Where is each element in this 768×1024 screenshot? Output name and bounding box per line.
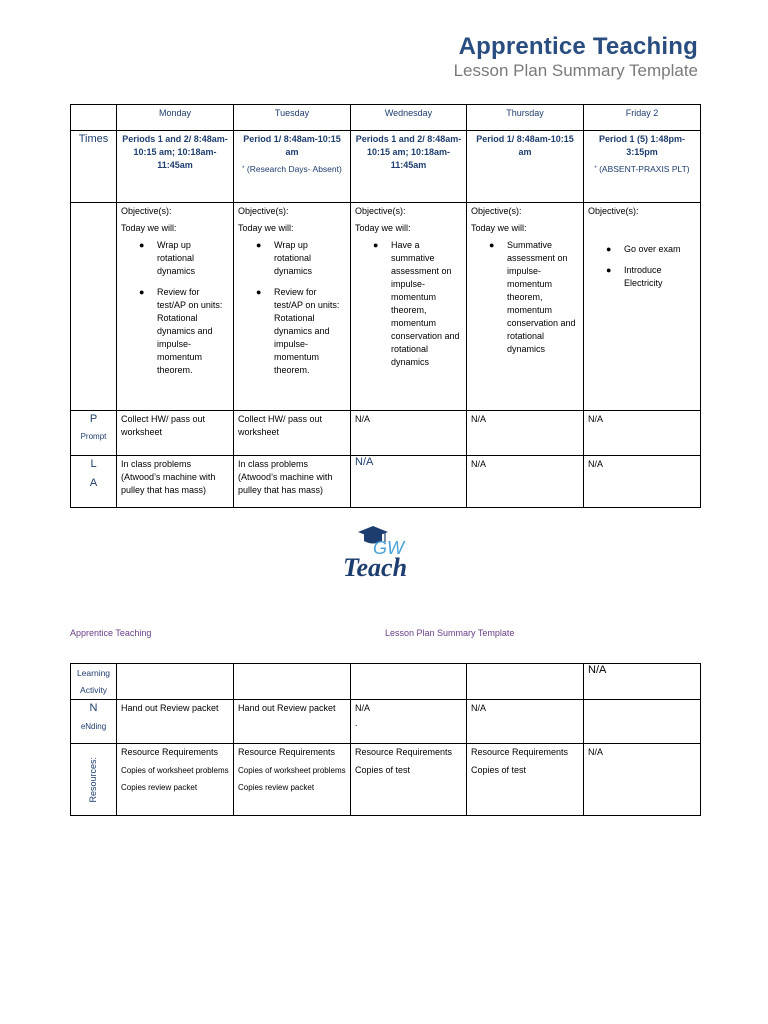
ending-row: [71, 700, 701, 744]
bullet-icon: ●: [606, 265, 612, 275]
bullet-icon: ●: [256, 240, 262, 250]
resources-tuesday: Resource Requirements Copies of worksheet problems Copies review packet: [234, 744, 351, 816]
list-item: ● Summative assessment on impulse-momentum theorem, momentum conservation and rotational dynamics: [489, 240, 576, 354]
ending-row-label: N eNding: [71, 700, 117, 744]
prompt-thursday: N/A: [467, 411, 584, 456]
la-friday: N/A: [584, 456, 701, 508]
list-item: ● Introduce Electricity: [606, 265, 663, 288]
objective-label: Objective(s):: [121, 206, 172, 216]
times-friday-text: Period 1 (5) 1:48pm- 3:15pm: [598, 134, 686, 157]
day-header-thursday: Thursday: [467, 105, 584, 131]
day-header-row: [71, 105, 701, 131]
prompt-monday: Collect HW/ pass out worksheet: [117, 411, 234, 456]
times-thursday: Period 1/ 8:48am-10:15 am: [467, 131, 584, 203]
bullet-icon: ●: [139, 287, 145, 297]
prompt-wednesday: N/A: [351, 411, 467, 456]
objective-intro: Today we will:: [238, 223, 294, 233]
times-label: Times: [71, 131, 117, 203]
resources-row: [71, 744, 701, 816]
objectives-tuesday: [234, 203, 351, 411]
list-item: ● Wrap up rotational dynamics: [139, 240, 196, 276]
ending-monday: Hand out Review packet: [117, 700, 234, 744]
la-thursday: N/A: [467, 456, 584, 508]
times-monday: Periods 1 and 2/ 8:48am-10:15 am; 10:18am-11:45am: [117, 131, 234, 203]
la2-tuesday: [234, 664, 351, 700]
bullet-icon: ●: [139, 240, 145, 250]
resources-row-label: Resources:: [71, 744, 117, 816]
times-tuesday-note: [238, 163, 346, 176]
asterisk-mark: *: [242, 166, 245, 172]
objectives-thursday: [467, 203, 584, 411]
bullet-icon: ●: [606, 244, 612, 254]
times-friday: [584, 131, 701, 203]
ending-thursday: N/A: [467, 700, 584, 744]
times-friday-note-text: (ABSENT-PRAXIS PLT): [599, 164, 690, 174]
resources-thursday: Resource Requirements Copies of test: [467, 744, 584, 816]
corner-cell: [71, 105, 117, 131]
objective-list: [121, 239, 229, 377]
times-tuesday-note-text: (Research Days- Absent): [246, 164, 342, 174]
objective-list: [588, 243, 696, 290]
objectives-row: [71, 203, 701, 411]
objective-label: Objective(s):: [588, 206, 639, 216]
la-tuesday: In class problems (Atwood’s machine with pulley that has mass): [234, 456, 351, 508]
objective-intro: Today we will:: [355, 223, 411, 233]
prompt-row: [71, 411, 701, 456]
bullet-icon: ●: [256, 287, 262, 297]
bullet-icon: ●: [373, 240, 379, 250]
footer-center: Lesson Plan Summary Template: [385, 628, 515, 638]
objectives-friday: [584, 203, 701, 411]
times-tuesday-text: Period 1/ 8:48am-10:15 am: [243, 134, 341, 157]
gw-teach-logo: [340, 522, 440, 582]
objectives-row-label: [71, 203, 117, 411]
ending-friday: [584, 700, 701, 744]
ending-wednesday: N/A .: [351, 700, 467, 744]
objective-label: Objective(s):: [471, 206, 522, 216]
document-title: Apprentice Teaching: [458, 33, 698, 60]
day-header-monday: Monday: [117, 105, 234, 131]
list-item: ● Review for test/AP on units: Rotational dynamics and impulse-momentum theorem.: [256, 287, 340, 375]
prompt-friday: N/A: [584, 411, 701, 456]
list-item: ● Have a summative assessment on impulse-momentum theorem, momentum conservation and rotational dynamics: [373, 240, 460, 367]
day-header-friday: Friday 2: [584, 105, 701, 131]
ending-tuesday: Hand out Review packet: [234, 700, 351, 744]
objective-list: [238, 239, 346, 377]
times-tuesday: [234, 131, 351, 203]
document-subtitle: Lesson Plan Summary Template: [453, 61, 698, 80]
times-wednesday: Periods 1 and 2/ 8:48am-10:15 am; 10:18am-11:45am: [351, 131, 467, 203]
resources-wednesday: Resource Requirements Copies of test: [351, 744, 467, 816]
la2-friday: N/A: [584, 664, 701, 700]
times-row: [71, 131, 701, 203]
asterisk-mark: *: [594, 166, 597, 172]
day-header-wednesday: Wednesday: [351, 105, 467, 131]
times-friday-note: [588, 163, 696, 176]
objective-intro: Today we will:: [471, 223, 527, 233]
list-item: ● Go over exam: [606, 244, 681, 254]
objective-intro: Today we will:: [121, 223, 177, 233]
learning-activity-cont-row: [71, 664, 701, 700]
learning-activity-row: [71, 456, 701, 508]
resources-friday: N/A: [584, 744, 701, 816]
logo-gw-text: GW: [373, 538, 404, 558]
lesson-plan-table-top: [70, 104, 701, 508]
la2-thursday: [467, 664, 584, 700]
bullet-icon: ●: [489, 240, 495, 250]
objective-list: [471, 239, 579, 356]
learning-activity-label: Learning Activity: [71, 664, 117, 700]
footer-left: Apprentice Teaching: [70, 628, 152, 638]
prompt-row-label: P Prompt: [71, 411, 117, 456]
objective-label: Objective(s):: [238, 206, 289, 216]
objective-list: [355, 239, 462, 369]
prompt-tuesday: Collect HW/ pass out worksheet: [234, 411, 351, 456]
list-item: ● Wrap up rotational dynamics: [256, 240, 313, 276]
logo-teach-text: Teach: [343, 553, 408, 582]
lesson-plan-table-bottom: [70, 663, 701, 816]
la-row-label: L A: [71, 456, 117, 508]
objectives-monday: [117, 203, 234, 411]
list-item: ● Review for test/AP on units: Rotational dynamics and impulse-momentum theorem.: [139, 287, 223, 375]
objectives-wednesday: [351, 203, 467, 411]
la-monday: In class problems (Atwood’s machine with pulley that has mass): [117, 456, 234, 508]
objective-label: Objective(s):: [355, 206, 406, 216]
day-header-tuesday: Tuesday: [234, 105, 351, 131]
la2-monday: [117, 664, 234, 700]
resources-monday: Resource Requirements Copies of worksheet problems Copies review packet: [117, 744, 234, 816]
la2-wednesday: [351, 664, 467, 700]
la-wednesday: N/A: [351, 456, 467, 508]
